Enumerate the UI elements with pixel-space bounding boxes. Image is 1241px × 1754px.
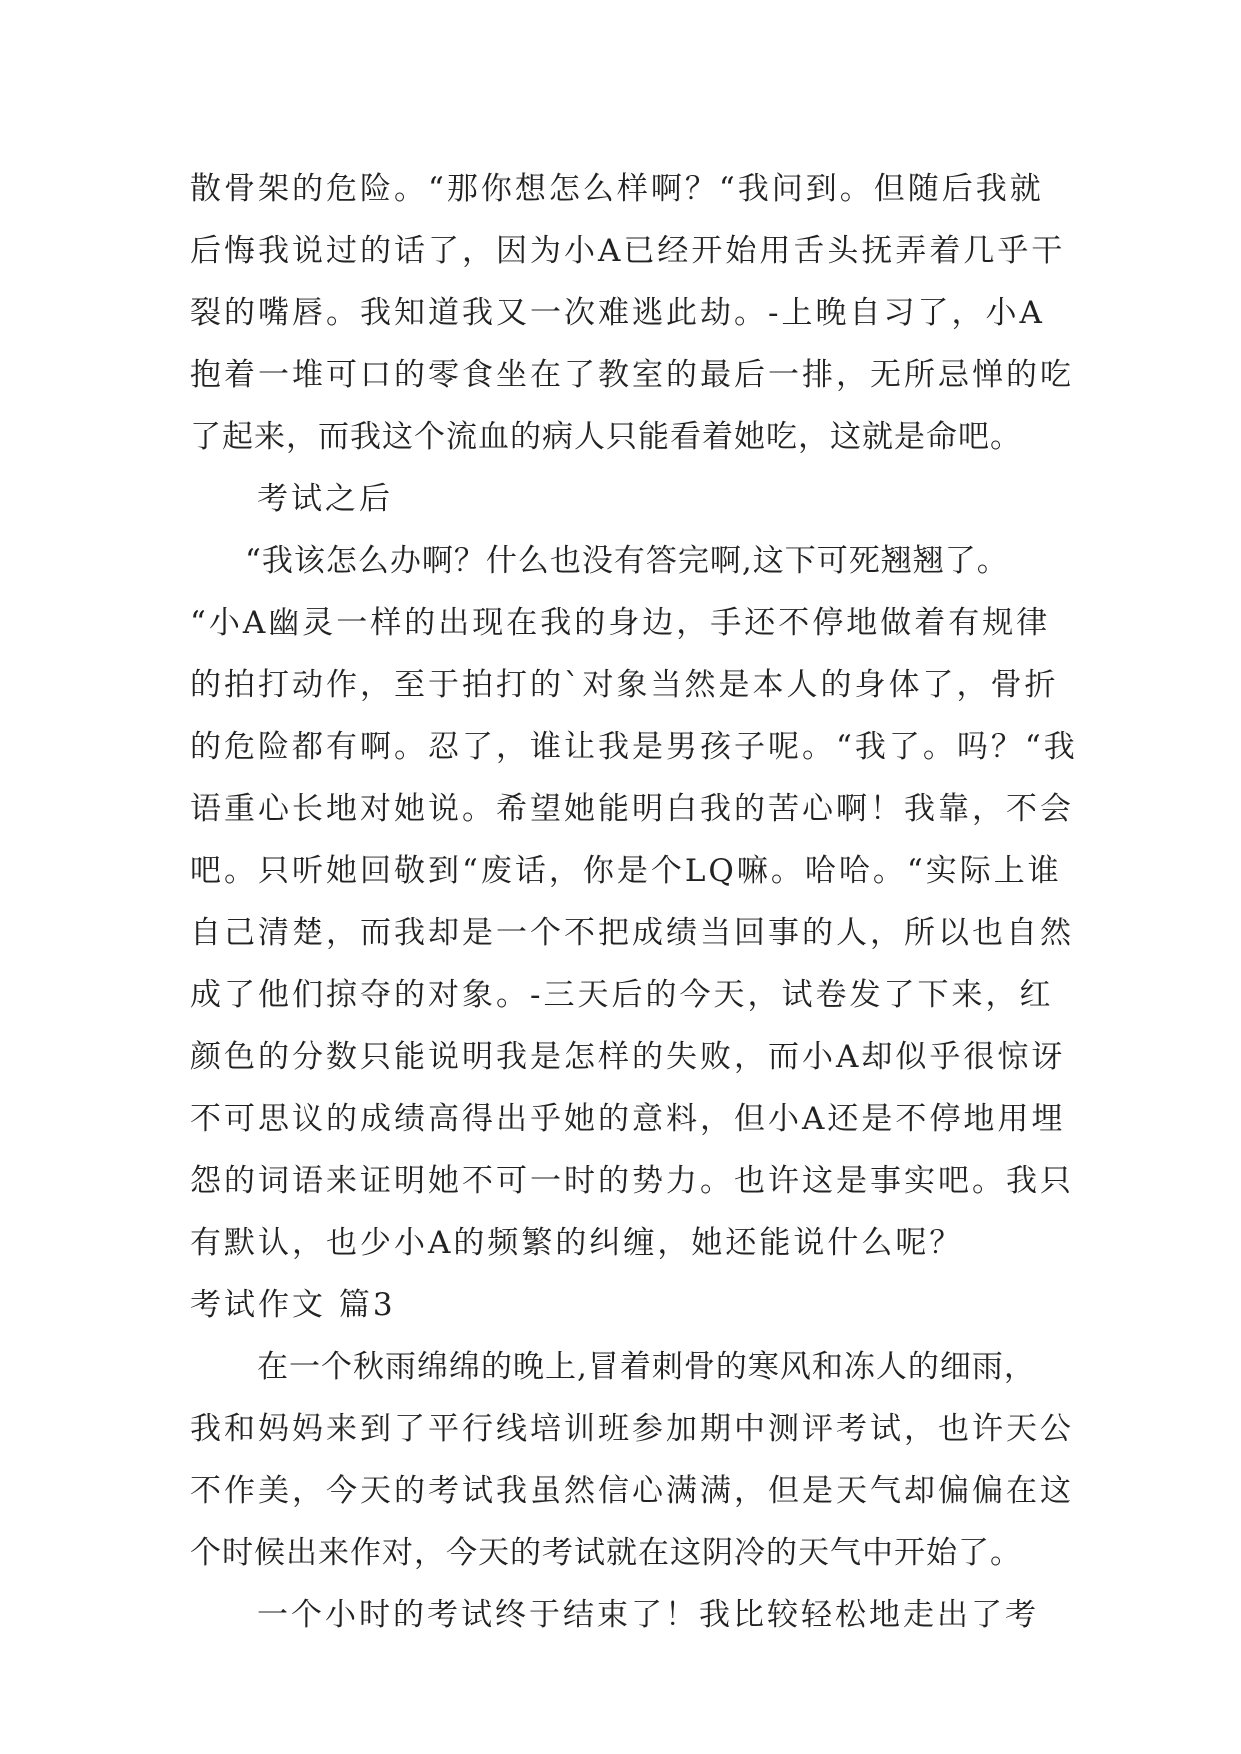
text-line: 颜色的分数只能说明我是怎样的失败，而小A却似乎很惊讶 <box>190 1039 1066 1075</box>
text-line: 不作美，今天的考试我虽然信心满满，但是天气却偏偏在这 <box>190 1473 1074 1509</box>
text-line: 后悔我说过的话了，因为小A已经开始用舌头抚弄着几乎干 <box>190 233 1066 269</box>
text-line: 语重心长地对她说。希望她能明白我的苦心啊！我靠，不会 <box>190 791 1074 827</box>
text-line: 抱着一堆可口的零食坐在了教室的最后一排，无所忌惮的吃 <box>190 357 1074 393</box>
text-line: 在一个秋雨绵绵的晚上,冒着刺骨的寒风和冻人的细雨， <box>257 1349 1036 1385</box>
text-line: 不可思议的成绩高得出乎她的意料，但小A还是不停地用埋 <box>190 1101 1066 1137</box>
text-line: “小A幽灵一样的出现在我的身边，手还不停地做着有规律 <box>190 605 1051 641</box>
text-line: 一个小时的考试终于结束了！我比较轻松地走出了考 <box>257 1597 1039 1633</box>
text-line: 成了他们掠夺的对象。-三天后的今天，试卷发了下来，红 <box>190 977 1054 1013</box>
text-line: 了起来，而我这个流血的病人只能看着她吃，这就是命吧。 <box>190 419 1022 455</box>
text-line: 的拍打动作，至于拍打的`对象当然是本人的身体了，骨折 <box>190 667 1059 703</box>
text-line: 自己清楚，而我却是一个不把成绩当回事的人，所以也自然 <box>190 915 1074 951</box>
text-line: 我和妈妈来到了平行线培训班参加期中测评考试，也许天公 <box>190 1411 1074 1447</box>
text-line: 有默认，也少小A的频繁的纠缠，她还能说什么呢？ <box>190 1225 964 1261</box>
text-line: “我该怎么办啊？什么也没有答完啊,这下可死翘翘了。 <box>245 543 1009 579</box>
text-line: 散骨架的危险。“那你想怎么样啊？“我问到。但随后我就 <box>190 171 1044 207</box>
essay-body <box>190 158 1078 1646</box>
article-title: 考试作文 篇3 <box>190 1287 396 1323</box>
text-line: 个时候出来作对，今天的考试就在这阴冷的天气中开始了。 <box>190 1535 1022 1571</box>
text-line: 怨的词语来证明她不可一时的势力。也许这是事实吧。我只 <box>190 1163 1074 1199</box>
section-heading: 考试之后 <box>257 481 393 517</box>
text-line: 吧。只听她回敬到“废话，你是个LQ嘛。哈哈。“实际上谁 <box>190 853 1062 889</box>
text-line: 的危险都有啊。忍了，谁让我是男孩子呢。“我了。吗？“我 <box>190 729 1078 765</box>
text-line: 裂的嘴唇。我知道我又一次难逃此劫。-上晚自习了，小A <box>190 295 1045 331</box>
